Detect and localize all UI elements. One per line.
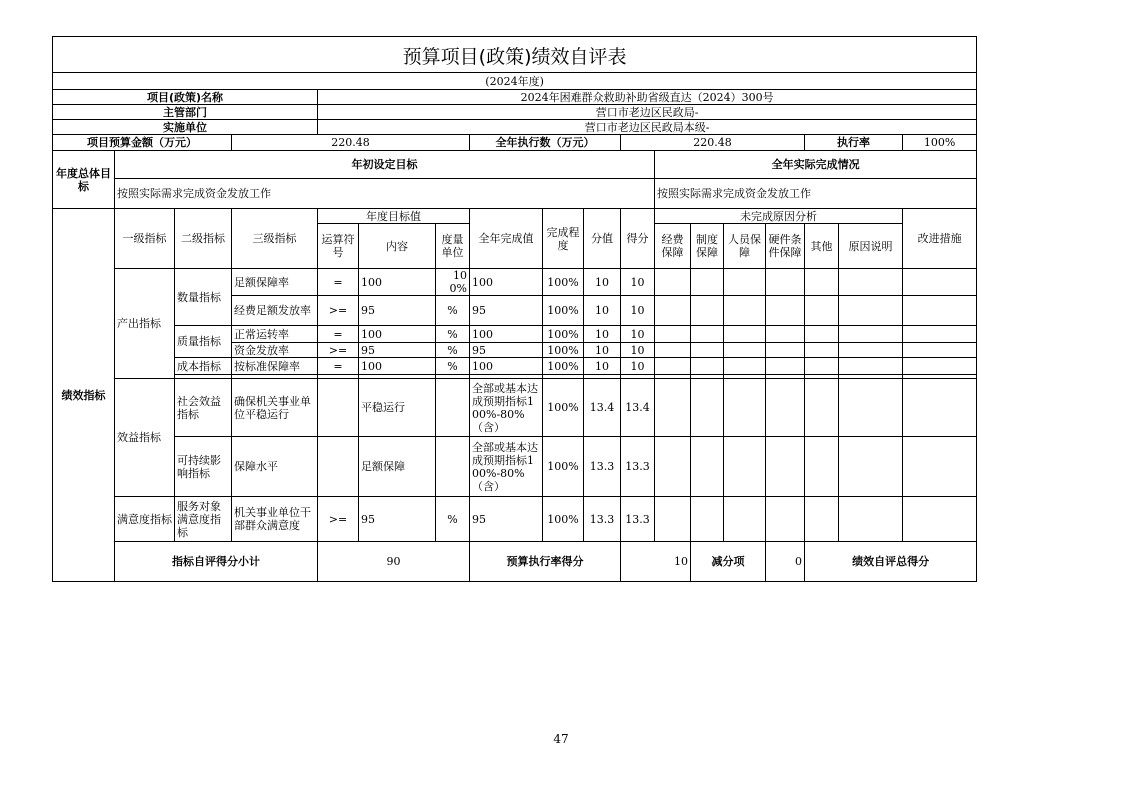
content-cell: 95 bbox=[359, 343, 436, 358]
level3-cell: 保障水平 bbox=[232, 437, 318, 497]
actual-cell: 95 bbox=[470, 343, 543, 358]
actual-cell: 100 bbox=[470, 358, 543, 375]
unit-cell: % bbox=[436, 343, 470, 358]
annual-goal-label: 年度总体目标 bbox=[53, 151, 115, 209]
empty-cell bbox=[805, 437, 839, 497]
operator-cell: >= bbox=[318, 296, 359, 326]
empty-cell bbox=[766, 326, 805, 343]
unit-cell: 100% bbox=[436, 269, 470, 296]
unit-cell: % bbox=[436, 296, 470, 326]
empty-cell bbox=[691, 343, 724, 358]
level3-cell: 确保机关事业单位平稳运行 bbox=[232, 379, 318, 437]
empty-cell bbox=[903, 269, 977, 296]
budget-value: 220.48 bbox=[232, 135, 470, 151]
subtotal-label: 指标自评得分小计 bbox=[115, 542, 318, 582]
total-label: 绩效自评总得分 bbox=[805, 542, 977, 582]
empty-cell bbox=[655, 437, 691, 497]
empty-cell bbox=[766, 358, 805, 375]
operator-header: 运算符号 bbox=[318, 224, 359, 269]
empty-cell bbox=[903, 497, 977, 542]
score-header: 分值 bbox=[584, 209, 621, 269]
empty-cell bbox=[766, 379, 805, 437]
level2-cell: 社会效益指标 bbox=[175, 379, 232, 437]
dept-label: 主管部门 bbox=[53, 105, 318, 120]
level2-cell: 可持续影响指标 bbox=[175, 437, 232, 497]
score-cell: 13.3 bbox=[584, 497, 621, 542]
got-header: 得分 bbox=[621, 209, 655, 269]
operator-cell: = bbox=[318, 358, 359, 375]
empty-cell bbox=[724, 343, 766, 358]
table-row bbox=[53, 326, 977, 343]
empty-cell bbox=[839, 343, 903, 358]
operator-cell: = bbox=[318, 269, 359, 296]
dept-value: 营口市老边区民政局- bbox=[318, 105, 977, 120]
got-cell: 13.4 bbox=[621, 379, 655, 437]
completion-cell: 100% bbox=[543, 358, 584, 375]
completion-cell: 100% bbox=[543, 437, 584, 497]
content-cell: 95 bbox=[359, 296, 436, 326]
score-cell: 10 bbox=[584, 269, 621, 296]
empty-cell bbox=[655, 379, 691, 437]
got-cell: 13.3 bbox=[621, 437, 655, 497]
empty-cell bbox=[691, 497, 724, 542]
empty-cell bbox=[766, 343, 805, 358]
actual-cell: 100 bbox=[470, 326, 543, 343]
empty-cell bbox=[839, 379, 903, 437]
completion-cell: 100% bbox=[543, 296, 584, 326]
empty-cell bbox=[691, 326, 724, 343]
benefit-indicator-group: 效益指标 bbox=[115, 379, 175, 497]
got-cell: 10 bbox=[621, 296, 655, 326]
empty-cell bbox=[903, 326, 977, 343]
unit-cell bbox=[436, 379, 470, 437]
rate-value: 100% bbox=[903, 135, 977, 151]
content-cell: 100 bbox=[359, 326, 436, 343]
project-name-label: 项目(政策)名称 bbox=[53, 90, 318, 105]
completion-cell: 100% bbox=[543, 343, 584, 358]
content-header: 内容 bbox=[359, 224, 436, 269]
empty-cell bbox=[655, 343, 691, 358]
empty-cell bbox=[839, 437, 903, 497]
reason-other-header: 其他 bbox=[805, 224, 839, 269]
page-title: 预算项目(政策)绩效自评表 bbox=[53, 37, 977, 73]
deduct-label: 减分项 bbox=[691, 542, 766, 582]
empty-cell bbox=[903, 379, 977, 437]
reason-system-header: 制度保障 bbox=[691, 224, 724, 269]
empty-cell bbox=[691, 379, 724, 437]
actual-cell: 全部或基本达成预期指标100%-80%（含） bbox=[470, 379, 543, 437]
completion-cell: 100% bbox=[543, 379, 584, 437]
empty-cell bbox=[691, 296, 724, 326]
subtotal-value: 90 bbox=[318, 542, 470, 582]
empty-cell bbox=[839, 497, 903, 542]
budget-label: 项目预算金额（万元） bbox=[53, 135, 232, 151]
content-cell: 平稳运行 bbox=[359, 379, 436, 437]
level2-cell: 质量指标 bbox=[175, 326, 232, 358]
score-cell: 10 bbox=[584, 326, 621, 343]
empty-cell bbox=[805, 379, 839, 437]
output-indicator-group: 产出指标 bbox=[115, 269, 175, 379]
operator-cell: = bbox=[318, 326, 359, 343]
empty-cell bbox=[805, 497, 839, 542]
budget-score-label: 预算执行率得分 bbox=[470, 542, 621, 582]
level3-cell: 资金发放率 bbox=[232, 343, 318, 358]
empty-cell bbox=[655, 497, 691, 542]
executed-label: 全年执行数（万元） bbox=[470, 135, 621, 151]
actual-cell: 95 bbox=[470, 497, 543, 542]
score-cell: 10 bbox=[584, 296, 621, 326]
empty-cell bbox=[766, 437, 805, 497]
operator-cell bbox=[318, 437, 359, 497]
empty-cell bbox=[805, 296, 839, 326]
planned-goal-header: 年初设定目标 bbox=[115, 151, 655, 179]
level2-cell: 数量指标 bbox=[175, 269, 232, 326]
unit-label: 实施单位 bbox=[53, 120, 318, 135]
unit-cell: % bbox=[436, 326, 470, 343]
target-group-header: 年度目标值 bbox=[318, 209, 470, 224]
reason-group-header: 未完成原因分析 bbox=[655, 209, 903, 224]
empty-cell bbox=[839, 358, 903, 375]
score-cell: 13.3 bbox=[584, 437, 621, 497]
reason-staff-header: 人员保障 bbox=[724, 224, 766, 269]
operator-cell bbox=[318, 379, 359, 437]
got-cell: 10 bbox=[621, 358, 655, 375]
empty-cell bbox=[655, 326, 691, 343]
content-cell: 95 bbox=[359, 497, 436, 542]
empty-cell bbox=[724, 497, 766, 542]
page-number: 47 bbox=[553, 732, 569, 746]
reason-hardware-header: 硬件条件保障 bbox=[766, 224, 805, 269]
empty-cell bbox=[839, 269, 903, 296]
level2-cell: 成本指标 bbox=[175, 358, 232, 375]
actual-cell: 100 bbox=[470, 269, 543, 296]
empty-cell bbox=[691, 269, 724, 296]
self-evaluation-table bbox=[52, 36, 977, 582]
empty-cell bbox=[903, 358, 977, 375]
unit-cell: % bbox=[436, 497, 470, 542]
level1-header: 一级指标 bbox=[115, 209, 175, 269]
level3-header: 三级指标 bbox=[232, 209, 318, 269]
planned-goal: 按照实际需求完成资金发放工作 bbox=[115, 179, 655, 209]
empty-cell bbox=[805, 343, 839, 358]
empty-cell bbox=[724, 437, 766, 497]
empty-cell bbox=[691, 358, 724, 375]
level3-cell: 正常运转率 bbox=[232, 326, 318, 343]
got-cell: 10 bbox=[621, 269, 655, 296]
level3-cell: 按标准保障率 bbox=[232, 358, 318, 375]
actual-goal: 按照实际需求完成资金发放工作 bbox=[655, 179, 977, 209]
content-cell: 100 bbox=[359, 269, 436, 296]
table-row bbox=[53, 497, 977, 542]
empty-cell bbox=[724, 269, 766, 296]
satisfaction-indicator-group: 满意度指标 bbox=[115, 497, 175, 542]
executed-value: 220.48 bbox=[621, 135, 805, 151]
got-cell: 13.3 bbox=[621, 497, 655, 542]
level3-cell: 足额保障率 bbox=[232, 269, 318, 296]
empty-cell bbox=[805, 326, 839, 343]
empty-cell bbox=[724, 326, 766, 343]
rate-label: 执行率 bbox=[805, 135, 903, 151]
empty-cell bbox=[903, 437, 977, 497]
project-name: 2024年困难群众救助补助省级直达（2024）300号 bbox=[318, 90, 977, 105]
unit-value: 营口市老边区民政局本级- bbox=[318, 120, 977, 135]
empty-cell bbox=[724, 296, 766, 326]
empty-cell bbox=[766, 497, 805, 542]
table-row bbox=[53, 437, 977, 497]
table-row bbox=[53, 269, 977, 296]
level3-cell: 经费足额发放率 bbox=[232, 296, 318, 326]
empty-cell bbox=[724, 379, 766, 437]
completion-cell: 100% bbox=[543, 497, 584, 542]
empty-cell bbox=[805, 269, 839, 296]
empty-cell bbox=[839, 326, 903, 343]
year-label: (2024年度) bbox=[53, 73, 977, 90]
content-cell: 100 bbox=[359, 358, 436, 375]
deduct-value: 0 bbox=[766, 542, 805, 582]
content-cell: 足额保障 bbox=[359, 437, 436, 497]
score-cell: 10 bbox=[584, 343, 621, 358]
unit-header: 度量单位 bbox=[436, 224, 470, 269]
empty-cell bbox=[655, 296, 691, 326]
level2-cell: 服务对象满意度指标 bbox=[175, 497, 232, 542]
empty-cell bbox=[655, 358, 691, 375]
empty-cell bbox=[691, 437, 724, 497]
empty-cell bbox=[766, 269, 805, 296]
score-cell: 10 bbox=[584, 358, 621, 375]
completion-header: 完成程度 bbox=[543, 209, 584, 269]
empty-cell bbox=[805, 358, 839, 375]
actual-cell: 全部或基本达成预期指标100%-80%（含） bbox=[470, 437, 543, 497]
level3-cell: 机关事业单位干部群众满意度 bbox=[232, 497, 318, 542]
empty-cell bbox=[724, 358, 766, 375]
operator-cell: >= bbox=[318, 497, 359, 542]
actual-cell: 95 bbox=[470, 296, 543, 326]
actual-goal-header: 全年实际完成情况 bbox=[655, 151, 977, 179]
reason-funding-header: 经费保障 bbox=[655, 224, 691, 269]
budget-score-value: 10 bbox=[621, 542, 691, 582]
empty-cell bbox=[903, 296, 977, 326]
unit-cell: % bbox=[436, 358, 470, 375]
got-cell: 10 bbox=[621, 343, 655, 358]
table-row bbox=[53, 379, 977, 437]
completion-cell: 100% bbox=[543, 326, 584, 343]
perf-indicators-label: 绩效指标 bbox=[53, 209, 115, 582]
unit-cell bbox=[436, 437, 470, 497]
got-cell: 10 bbox=[621, 326, 655, 343]
empty-cell bbox=[839, 296, 903, 326]
empty-cell bbox=[903, 343, 977, 358]
level2-header: 二级指标 bbox=[175, 209, 232, 269]
reason-note-header: 原因说明 bbox=[839, 224, 903, 269]
score-cell: 13.4 bbox=[584, 379, 621, 437]
empty-cell bbox=[766, 296, 805, 326]
empty-cell bbox=[655, 269, 691, 296]
completion-cell: 100% bbox=[543, 269, 584, 296]
actual-header: 全年完成值 bbox=[470, 209, 543, 269]
table-row bbox=[53, 358, 977, 375]
improve-header: 改进措施 bbox=[903, 209, 977, 269]
operator-cell: >= bbox=[318, 343, 359, 358]
